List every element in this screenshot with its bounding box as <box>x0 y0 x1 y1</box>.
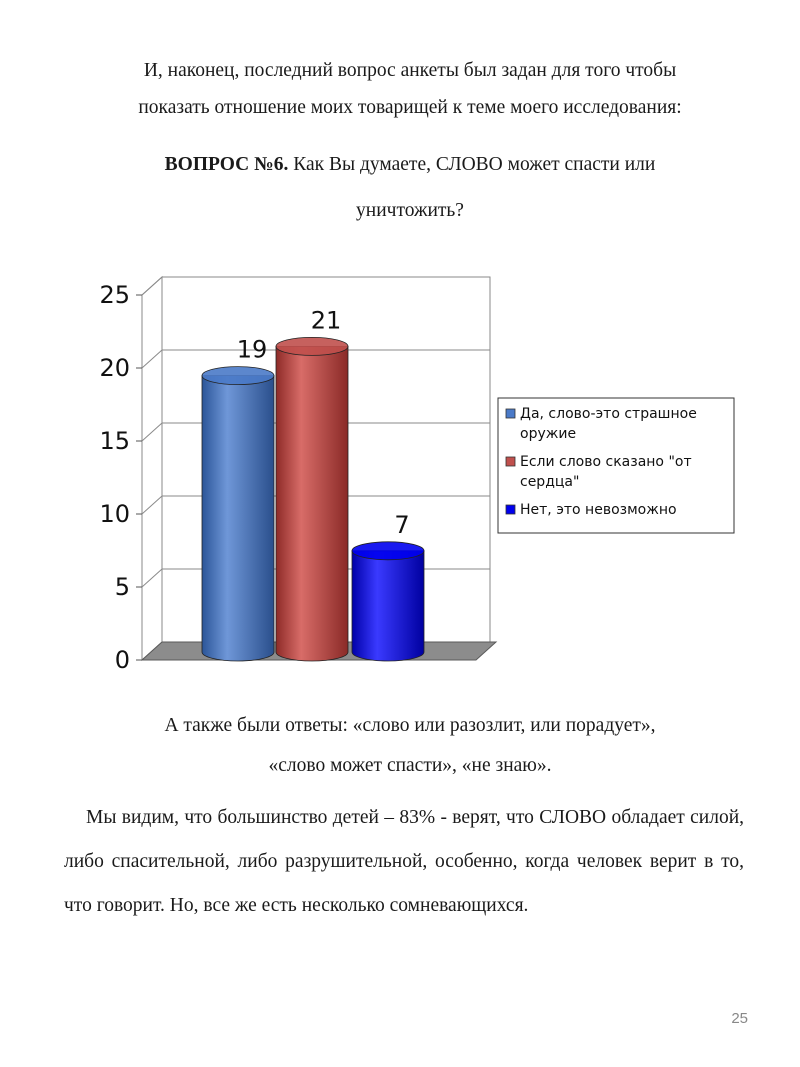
question-line-1 <box>70 142 750 188</box>
also-answers <box>70 706 750 786</box>
bar-top <box>202 367 274 385</box>
bar-1 <box>202 367 274 661</box>
y-tick-label: 20 <box>99 354 130 382</box>
chart-legend <box>498 398 734 533</box>
legend-entry-3 <box>506 502 677 518</box>
data-label-2: 21 <box>310 306 342 335</box>
conclusion-paragraph: Мы видим, что большинство детей – 83% - верят, что СЛОВО обладает силой, либо спасительной, либо разрушительной, особенно, когда человек верит в то, что говорит. Но, все же есть несколько сомневающихся. <box>64 807 744 916</box>
y-tick-label: 25 <box>99 281 130 309</box>
legend-swatch <box>506 409 515 418</box>
y-tick-label: 15 <box>99 427 130 455</box>
legend-label-cont: сердца" <box>520 474 580 490</box>
question-text: Как Вы думаете, СЛОВО может спасти или <box>293 154 656 175</box>
bar-top <box>276 337 348 355</box>
question-label: ВОПРОС №6. <box>164 154 289 175</box>
y-axis-ticks <box>99 281 142 674</box>
bar-body <box>352 551 424 661</box>
intro-line-1: И, наконец, последний вопрос анкеты был задан для того чтобы <box>143 60 677 81</box>
question-line-2: уничтожить? <box>356 200 464 221</box>
legend-swatch <box>506 505 515 514</box>
y-tick-label: 0 <box>114 646 130 674</box>
bar-3 <box>352 542 424 661</box>
chart-side-wall <box>142 277 162 660</box>
page-number: 25 <box>731 1010 748 1027</box>
legend-label: Если слово сказано "от <box>520 454 692 470</box>
data-label-1: 19 <box>236 335 268 364</box>
also-line-2: «слово может спасти», «не знаю». <box>268 755 552 776</box>
bar-2 <box>276 337 348 661</box>
bar-body <box>276 346 348 661</box>
bar-body <box>202 376 274 661</box>
y-tick-label: 10 <box>99 500 130 528</box>
intro-line-2: показать отношение моих товарищей к теме моего исследования: <box>138 97 682 118</box>
legend-label-cont: оружие <box>520 426 577 442</box>
data-label-3: 7 <box>394 510 410 539</box>
bar-top <box>352 542 424 560</box>
legend-label: Да, слово-это страшное <box>520 406 697 422</box>
question-block <box>70 142 750 234</box>
y-tick-label: 5 <box>114 573 130 601</box>
bar-chart <box>80 270 740 690</box>
legend-swatch <box>506 457 515 466</box>
also-line-1: А также были ответы: «слово или разозлит, или порадует», <box>164 715 656 736</box>
intro-text <box>70 52 750 126</box>
legend-label: Нет, это невозможно <box>520 502 677 518</box>
